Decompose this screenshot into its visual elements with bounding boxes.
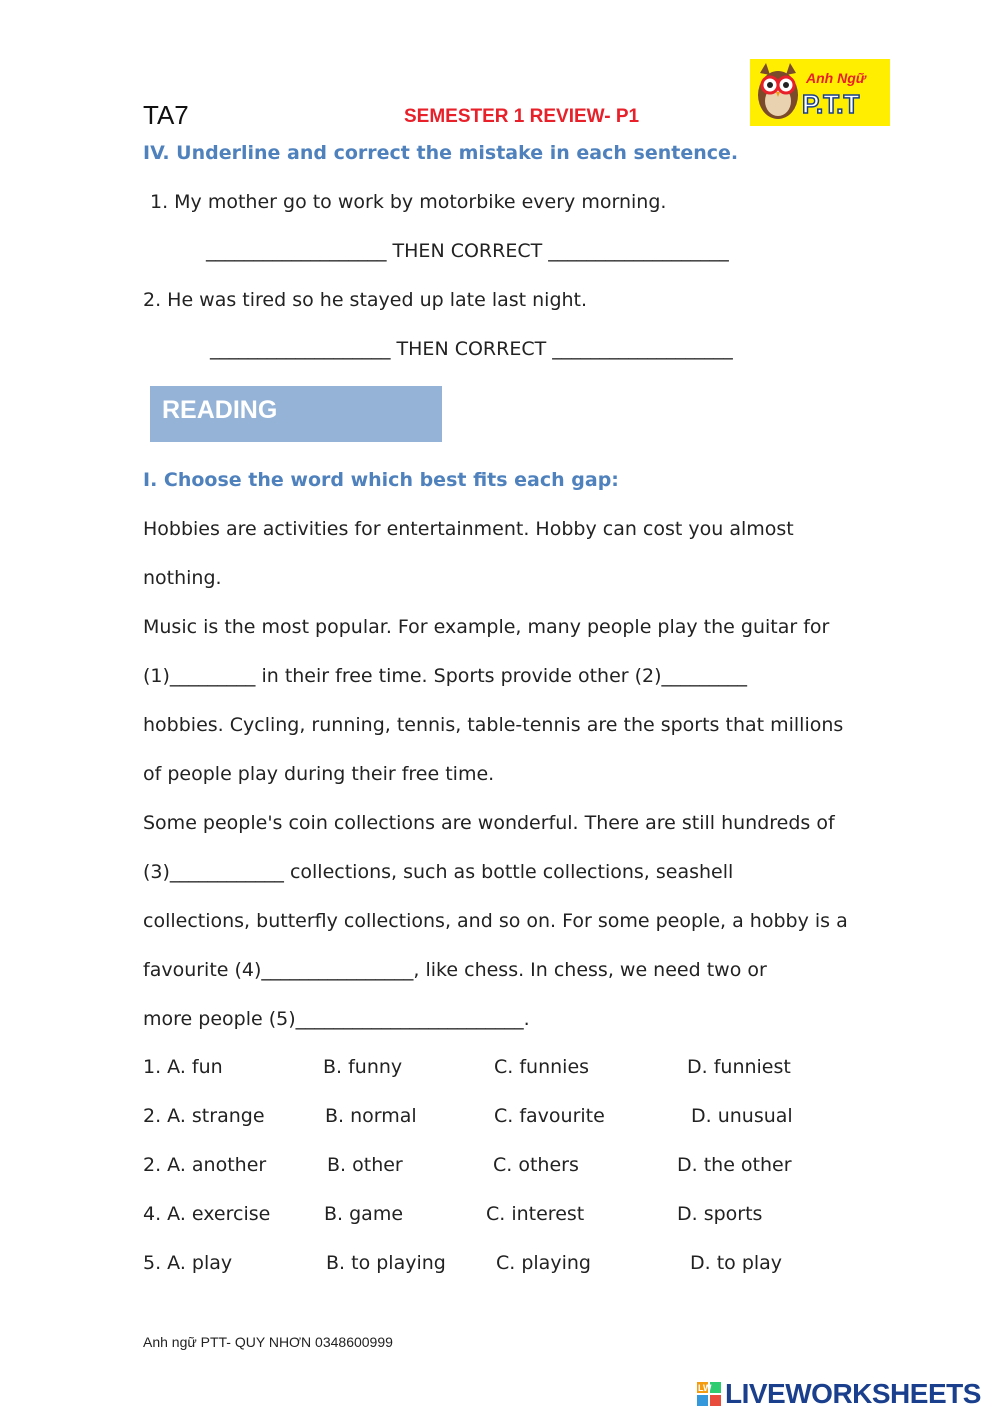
option-3b[interactable]: B. other [327, 1154, 403, 1176]
option-2d[interactable]: D. unusual [691, 1105, 793, 1127]
option-5b[interactable]: B. to playing [326, 1252, 446, 1274]
passage-line: Hobbies are activities for entertainment. Hobby can cost you almost [143, 518, 794, 540]
reading-label: READING [162, 396, 278, 424]
reading-heading: I. Choose the word which best fits each gap: [143, 469, 619, 491]
option-4b[interactable]: B. game [324, 1203, 404, 1225]
passage-line: collections, butterfly collections, and so on. For some people, a hobby is a [143, 910, 848, 932]
liveworksheets-logo-icon [697, 1380, 723, 1410]
option-4a[interactable]: 4. A. exercise [143, 1203, 271, 1225]
option-3c[interactable]: C. others [493, 1154, 579, 1176]
logo-text-bottom: P.T.T [802, 89, 860, 119]
liveworksheets-wordmark: LIVEWORKSHEETS [725, 1378, 981, 1409]
passage-line: nothing. [143, 567, 222, 589]
section-iv-heading: IV. Underline and correct the mistake in each sentence. [143, 142, 739, 164]
svg-text:LW: LW [698, 1383, 712, 1393]
option-5d[interactable]: D. to play [690, 1252, 783, 1274]
passage-line: of people play during their free time. [143, 763, 495, 785]
school-logo [750, 59, 890, 126]
passage-line: Some people's coin collections are wonderful. There are still hundreds of [143, 812, 835, 834]
owl-logo-icon [750, 59, 890, 126]
option-1d[interactable]: D. funniest [687, 1056, 791, 1078]
option-2b[interactable]: B. normal [325, 1105, 417, 1127]
option-5a[interactable]: 5. A. play [143, 1252, 233, 1274]
class-code: TA7 [143, 100, 189, 130]
option-3a[interactable]: 2. A. another [143, 1154, 267, 1176]
option-4c[interactable]: C. interest [486, 1203, 585, 1225]
mistake-sentence-2: 2. He was tired so he stayed up late last night. [143, 289, 588, 311]
passage-line-gap-1-2[interactable]: (1)_________ in their free time. Sports provide other (2)_________ [143, 665, 748, 687]
option-3d[interactable]: D. the other [677, 1154, 792, 1176]
option-5c[interactable]: C. playing [496, 1252, 591, 1274]
option-1b[interactable]: B. funny [323, 1056, 403, 1078]
mistake-sentence-1: 1. My mother go to work by motorbike every morning. [150, 191, 667, 213]
logo-text-top: Anh Ngữ [806, 70, 866, 86]
option-2a[interactable]: 2. A. strange [143, 1105, 265, 1127]
passage-line-gap-5[interactable]: more people (5)________________________. [143, 1008, 530, 1030]
passage-line-gap-3[interactable]: (3)____________ collections, such as bottle collections, seashell [143, 861, 734, 883]
option-2c[interactable]: C. favourite [494, 1105, 605, 1127]
answer-line-1[interactable]: ___________________ THEN CORRECT ___________________ [206, 240, 729, 262]
option-4d[interactable]: D. sports [677, 1203, 763, 1225]
footer-text: Anh ngữ PTT- QUY NHƠN 0348600999 [143, 1334, 393, 1350]
answer-line-2[interactable]: ___________________ THEN CORRECT ___________________ [210, 338, 733, 360]
passage-line: Music is the most popular. For example, many people play the guitar for [143, 616, 830, 638]
passage-line: hobbies. Cycling, running, tennis, table-tennis are the sports that millions [143, 714, 844, 736]
option-1a[interactable]: 1. A. fun [143, 1056, 223, 1078]
option-1c[interactable]: C. funnies [494, 1056, 590, 1078]
passage-line-gap-4[interactable]: favourite (4)________________, like chess. In chess, we need two or [143, 959, 767, 981]
worksheet-title: SEMESTER 1 REVIEW- P1 [404, 106, 640, 127]
reading-banner [150, 386, 442, 442]
